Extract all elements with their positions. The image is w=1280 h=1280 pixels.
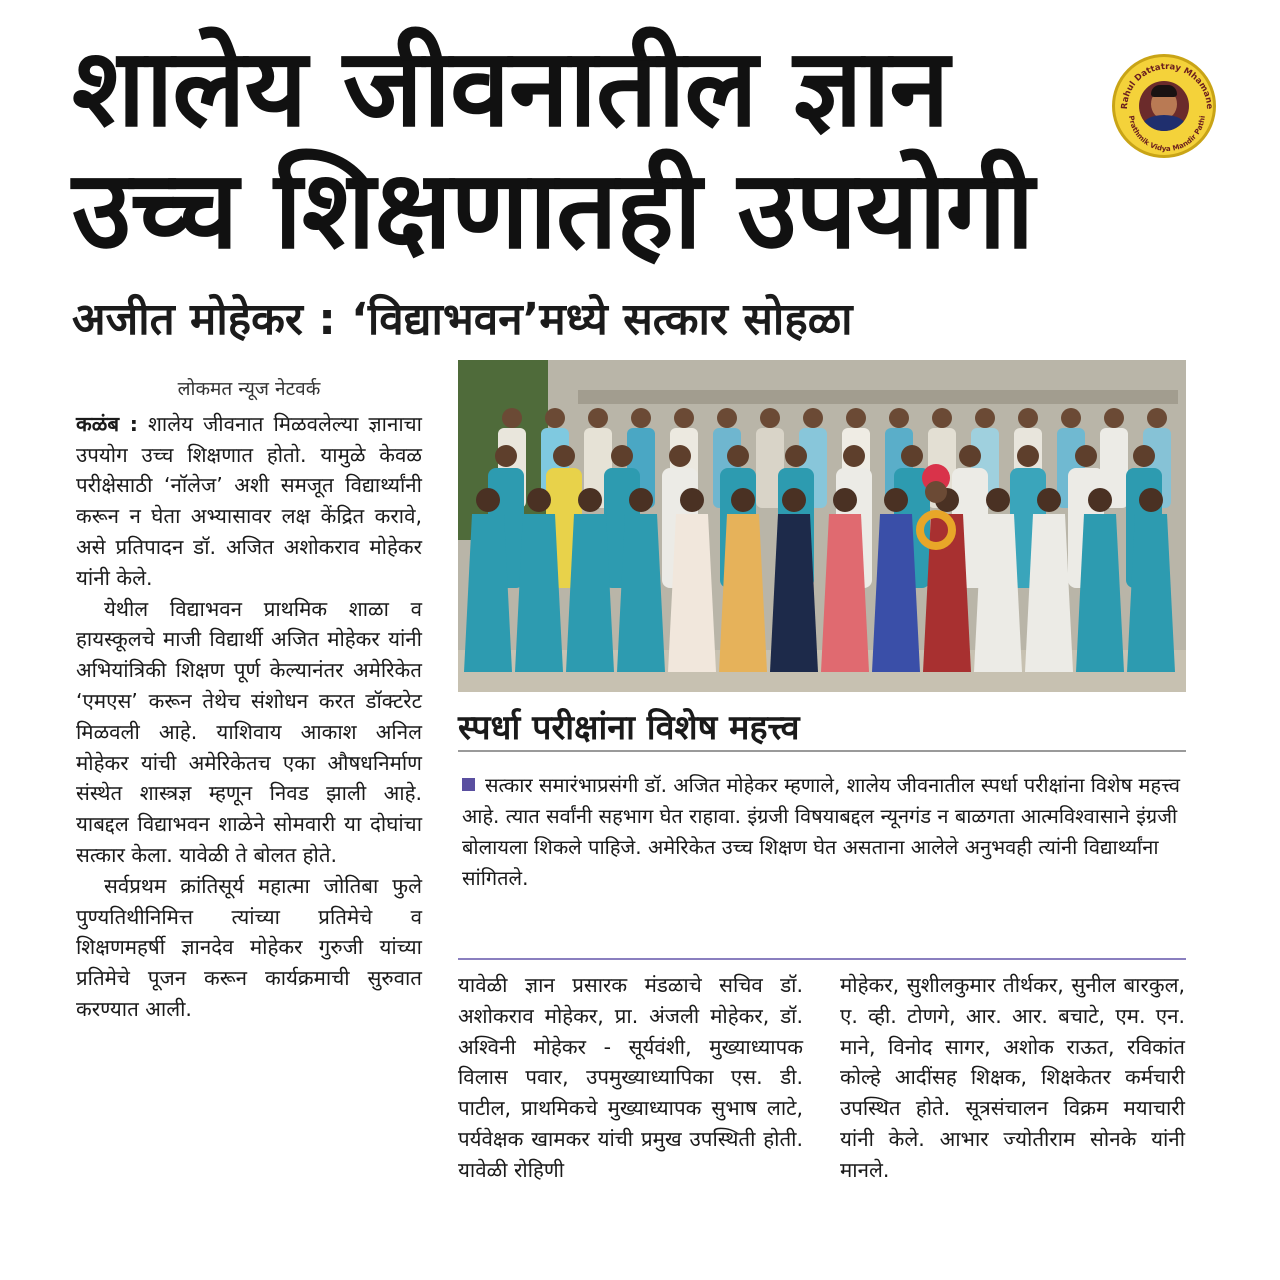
photo-person-head — [986, 488, 1010, 512]
photo-person-head — [674, 408, 694, 428]
photo-person-head — [1075, 445, 1097, 467]
photo-person-head — [975, 408, 995, 428]
photo-person-head — [1147, 408, 1167, 428]
photo-person-saree — [1127, 514, 1175, 672]
photo-person-head — [932, 408, 952, 428]
column-3-text: मोहेकर, सुशीलकुमार तीर्थकर, सुनील बारकुल, ए. व्ही. टोणगे, आर. आर. बचाटे, एम. एन. माने, विनोद सागर, अशोक राऊत, रविकांत कोल्हे आदींसह शिक्षक, शिक्षकेतर कर्मचारी उपस्थित होते. सूत्रसंचालन विक्रम मयाचारी यांनी केले. आभार ज्योतीराम सोनके यांनी मानले. — [840, 973, 1185, 1182]
group-photo-illustration — [458, 360, 1186, 692]
dateline: कळंब : — [76, 411, 138, 436]
photo-person-head — [611, 445, 633, 467]
photo-person-head — [782, 488, 806, 512]
photo-person-saree — [668, 514, 716, 672]
photo-guest-head — [925, 481, 947, 503]
photo-person-head — [959, 445, 981, 467]
photo-person-head — [502, 408, 522, 428]
article-column-3 — [840, 970, 1185, 1186]
photo-person-saree — [974, 514, 1022, 672]
photo-person-saree — [1076, 514, 1124, 672]
badge-bottom-text: Prathmik Vidya Mandir Pathi — [1127, 115, 1207, 154]
watermark-badge — [1112, 54, 1216, 158]
photo-person-head — [1018, 408, 1038, 428]
photo-person-saree — [617, 514, 665, 672]
byline: लोकमत न्यूज नेटवर्क — [177, 378, 321, 400]
group-photo — [458, 360, 1186, 692]
photo-person-head — [760, 408, 780, 428]
photo-roofline — [578, 390, 1178, 404]
photo-person-head — [553, 445, 575, 467]
box-divider — [458, 750, 1186, 752]
photo-person-head — [680, 488, 704, 512]
photo-person-saree — [770, 514, 818, 672]
photo-person-head — [588, 408, 608, 428]
photo-person-head — [884, 488, 908, 512]
subheadline: अजीत मोहेकर : ‘विद्याभवन’मध्ये सत्कार सोहळा — [72, 294, 853, 345]
badge-top-text: Rahul Dattatray Mhamane — [1119, 61, 1215, 110]
photo-person-head — [889, 408, 909, 428]
column-2-text: यावेळी ज्ञान प्रसारक मंडळाचे सचिव डॉ. अशोकराव मोहेकर, प्रा. अंजली मोहेकर, डॉ. अश्विनी मोहेकर - सूर्यवंशी, मुख्याध्यापक विलास पवार, उपमुख्याध्यापिका एस. डी. पाटील, प्राथमिकचे मुख्याध्यापक सुभाष लाटे, पर्यवेक्षक खामकर यांची प्रमुख उपस्थिती होती. यावेळी रोहिणी — [458, 973, 803, 1182]
photo-person-head — [578, 488, 602, 512]
article-column-1 — [76, 374, 422, 1025]
photo-person-head — [727, 445, 749, 467]
photo-person-saree — [1025, 514, 1073, 672]
photo-person-head — [1061, 408, 1081, 428]
photo-person-head — [1133, 445, 1155, 467]
photo-person-head — [631, 408, 651, 428]
photo-person-head — [803, 408, 823, 428]
paragraph-1-text: शालेय जीवनात मिळवलेल्या ज्ञानाचा उपयोग उच्च शिक्षणात होतो. यामुळे केवळ परीक्षेसाठी ‘नॉलेज’ अशी समजूत विद्यार्थ्यांनी करून न घेता अभ्यासावर लक्ष केंद्रित करावे, असे प्रतिपादन डॉ. अजित अशोकराव मोहेकर यांनी केले. — [76, 411, 422, 590]
photo-person-saree — [464, 514, 512, 672]
photo-person-head — [1037, 488, 1061, 512]
photo-person-saree — [872, 514, 920, 672]
photo-person-head — [717, 408, 737, 428]
box-text — [462, 770, 1182, 894]
photo-person-head — [731, 488, 755, 512]
photo-person-saree — [821, 514, 869, 672]
article-paragraph-1 — [76, 409, 422, 594]
photo-person-saree — [566, 514, 614, 672]
headline-line-2: उच्च शिक्षणातही उपयोगी — [72, 148, 1034, 273]
photo-person-head — [527, 488, 551, 512]
photo-person-head — [476, 488, 500, 512]
photo-person-saree — [515, 514, 563, 672]
photo-person-head — [629, 488, 653, 512]
photo-person-head — [1139, 488, 1163, 512]
bullet-square-icon — [462, 778, 475, 791]
photo-person-head — [846, 408, 866, 428]
photo-person-head — [843, 445, 865, 467]
photo-person-head — [545, 408, 565, 428]
section-divider — [458, 958, 1186, 960]
photo-person-head — [1017, 445, 1039, 467]
photo-person-head — [669, 445, 691, 467]
box-text-body: सत्कार समारंभाप्रसंगी डॉ. अजित मोहेकर म्हणाले, शालेय जीवनातील स्पर्धा परीक्षांना विशेष महत्त्व आहे. त्यात सर्वांनी सहभाग घेत राहावा. इंग्रजी विषयाबद्दल न्यूनगंड न बाळगता आत्मविश्वासाने इंग्रजी बोलायला शिकले पाहिजे. अमेरिकेत उच्च शिक्षण घेत असताना आलेले अनुभवही त्यांनी विद्यार्थ्यांना सांगितले. — [462, 773, 1180, 890]
photo-person-head — [1104, 408, 1124, 428]
article-column-2 — [458, 970, 803, 1186]
photo-person-head — [1088, 488, 1112, 512]
headline — [72, 28, 1112, 272]
photo-person-head — [901, 445, 923, 467]
box-heading: स्पर्धा परीक्षांना विशेष महत्त्व — [458, 708, 800, 748]
badge-portrait — [1139, 81, 1189, 131]
photo-person-saree — [719, 514, 767, 672]
photo-person-head — [833, 488, 857, 512]
photo-person-head — [785, 445, 807, 467]
article-paragraph-3: सर्वप्रथम क्रांतिसूर्य महात्मा जोतिबा फुले पुण्यतिथीनिमित्त त्यांच्या प्रतिमेचे व शिक्षणमहर्षी ज्ञानदेव मोहेकर गुरुजी यांच्या प्रतिमेचे पूजन करून कार्यक्रमाची सुरुवात करण्यात आली. — [76, 873, 422, 1021]
photo-person-head — [495, 445, 517, 467]
article-paragraph-2: येथील विद्याभवन प्राथमिक शाळा व हायस्कूलचे माजी विद्यार्थी अजित मोहेकर यांनी अभियांत्रिकी शिक्षण पूर्ण केल्यानंतर अमेरिकेत ‘एमएस’ करून तेथेच संशोधन करत डॉक्टरेट मिळवली आहे. याशिवाय आकाश अनिल मोहेकर यांची अमेरिकेतच एका औषधनिर्माण संस्थेत शास्त्रज्ञ म्हणून निवड झाली आहे. याबद्दल विद्याभवन शाळेने सोमवारी या दोघांचा सत्कार केला. यावेळी ते बोलत होते. — [76, 596, 422, 867]
headline-line-1: शालेय जीवनातील ज्ञान — [72, 26, 949, 151]
